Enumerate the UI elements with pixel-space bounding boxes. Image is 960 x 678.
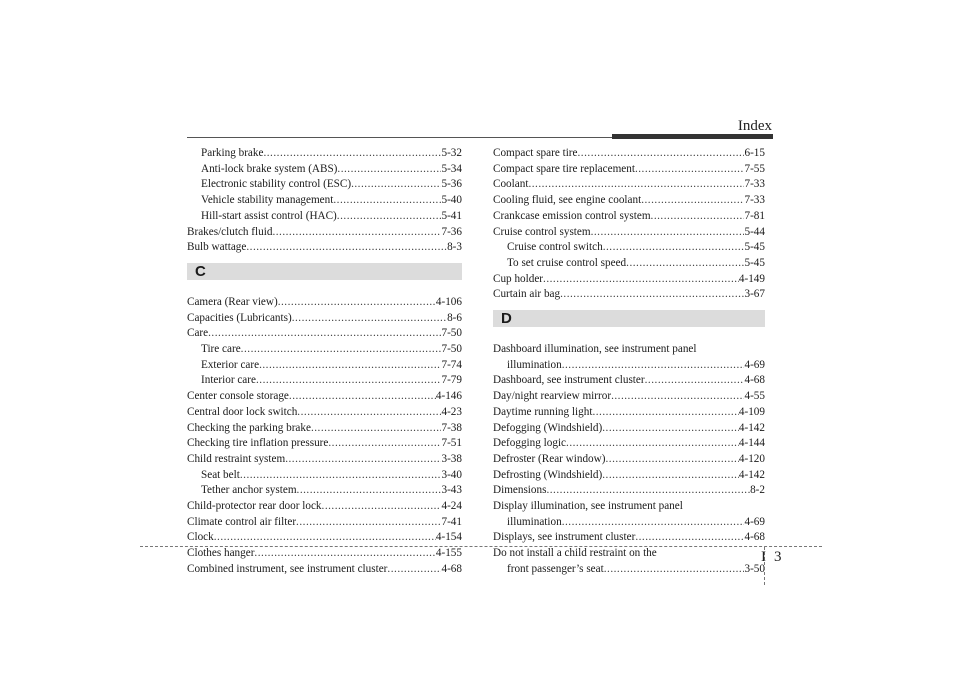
leader-dots (337, 209, 442, 225)
entry-page: 5-36 (441, 178, 462, 191)
leader-dots (602, 421, 739, 437)
entry-text: Brakes/clutch fluid (187, 225, 273, 238)
entry-page: 4-69 (744, 515, 765, 528)
entry-text: front passenger’s seat (507, 562, 604, 575)
leader-dots (256, 373, 442, 389)
entry-page: 4-109 (738, 405, 765, 418)
leader-dots (651, 209, 745, 225)
index-entry-continuation (493, 358, 765, 374)
index-entry (187, 311, 462, 327)
index-entry (493, 373, 765, 389)
c-entries (187, 295, 462, 578)
leader-dots (208, 326, 441, 342)
index-entry (493, 452, 765, 468)
entry-text: Compact spare tire (493, 147, 578, 159)
leader-dots (566, 436, 739, 452)
entry-text: Child restraint system (187, 452, 286, 465)
entry-text: Cruise control system (493, 225, 591, 238)
entry-text: Child-protector rear door lock (187, 500, 322, 513)
entry-text: Dashboard, see instrument cluster (493, 374, 645, 387)
entry-text: Vehicle stability management (201, 194, 334, 207)
leader-dots (603, 240, 745, 256)
entry-text: Defrosting (Windshield) (493, 468, 603, 481)
leader-dots (333, 193, 441, 209)
entry-page: 7-51 (441, 437, 462, 450)
index-entry (187, 530, 462, 546)
leader-dots (259, 358, 441, 374)
index-entry (493, 177, 765, 193)
index-entry (493, 421, 765, 437)
entry-page: 7-41 (441, 515, 462, 528)
entry-page: 3-38 (441, 452, 462, 465)
leader-dots (387, 562, 441, 578)
entry-page: 6-15 (744, 147, 765, 159)
entry-text: Anti-lock brake system (ABS) (201, 162, 338, 175)
leader-dots (278, 295, 436, 311)
d-entries (493, 373, 765, 499)
leader-dots (322, 499, 442, 515)
entry-text: Checking the parking brake (187, 421, 311, 434)
entry-page: 7-36 (441, 225, 462, 238)
section-label: I (761, 549, 766, 565)
index-entry (493, 256, 765, 272)
entry-page: 5-40 (441, 194, 462, 207)
entry-text: illumination (507, 515, 562, 528)
index-entry (187, 483, 462, 499)
entry-text: Defroster (Rear window) (493, 452, 606, 465)
page-number (761, 549, 782, 566)
leader-dots (605, 452, 738, 468)
entry-page: 8-3 (447, 241, 462, 254)
leader-dots (591, 225, 745, 241)
index-entry (187, 373, 462, 389)
leader-dots (337, 162, 441, 178)
left-top-entries (187, 146, 462, 256)
index-entry-child-restraint-note: Do not install a child restraint on the (493, 547, 657, 560)
entry-text: Dimensions (493, 484, 547, 497)
leader-dots (560, 287, 744, 303)
index-entry (187, 177, 462, 193)
entry-page: 5-45 (744, 256, 765, 269)
entry-text: Seat belt (201, 468, 240, 481)
leader-dots (351, 177, 441, 193)
entry-page: 8-6 (447, 311, 462, 324)
entry-page: 7-74 (441, 358, 462, 371)
entry-page: 4-68 (441, 562, 462, 575)
index-entry (187, 421, 462, 437)
leader-dots (240, 468, 442, 484)
index-entry (187, 193, 462, 209)
entry-text: To set cruise control speed (507, 256, 627, 269)
index-entry-display-illumination: Display illumination, see instrument panel (493, 500, 683, 513)
index-entry (187, 389, 462, 405)
index-entry (187, 146, 462, 162)
entry-page: 4-142 (738, 468, 765, 481)
entry-page: 4-55 (744, 390, 765, 403)
entry-page: 4-24 (441, 500, 462, 513)
entry-page: 5-45 (744, 241, 765, 254)
section-letter-c: C (195, 262, 206, 280)
index-entry (187, 562, 462, 578)
leader-dots (645, 373, 745, 389)
entry-page: 5-34 (441, 162, 462, 175)
leader-dots (296, 515, 441, 531)
leader-dots (241, 342, 442, 358)
entry-text: Crankcase emission control system (493, 209, 651, 222)
leader-dots (246, 240, 447, 256)
leader-dots (297, 483, 442, 499)
page-header-title: Index (737, 118, 772, 134)
entry-page: 7-55 (744, 162, 765, 175)
entry-text: Daytime running light (493, 405, 593, 418)
entry-text: Center console storage (187, 390, 289, 403)
index-entry-continuation (493, 515, 765, 531)
entry-page: 3-67 (744, 288, 765, 301)
entry-page: 4-154 (435, 531, 462, 544)
leader-dots (543, 272, 739, 288)
entry-text: Curtain air bag (493, 288, 561, 301)
entry-text: illumination (507, 358, 562, 371)
entry-text: Combined instrument, see instrument cluster (187, 562, 388, 575)
leader-dots (272, 225, 441, 241)
header-accent-bar (612, 134, 773, 139)
entry-page: 4-23 (441, 405, 462, 418)
leader-dots (214, 530, 436, 546)
leader-dots (592, 405, 738, 421)
index-entry (493, 272, 765, 288)
index-entry (187, 452, 462, 468)
index-entry (493, 209, 765, 225)
entry-text: Bulb wattage (187, 241, 247, 254)
leader-dots (289, 389, 436, 405)
index-entry (187, 295, 462, 311)
entry-text: Checking tire inflation pressure (187, 437, 329, 450)
entry-text: Cruise control switch (507, 241, 603, 254)
entry-page: 5-41 (441, 209, 462, 222)
entry-text: Defogging (Windshield) (493, 421, 603, 434)
entry-page: 3-50 (744, 562, 765, 575)
entry-text: Electronic stability control (ESC) (201, 178, 352, 191)
entry-page: 4-68 (744, 531, 765, 544)
entry-text: Tether anchor system (201, 484, 297, 497)
entry-page: 7-33 (744, 178, 765, 191)
index-entry (187, 209, 462, 225)
entry-text: Care (187, 327, 209, 340)
leader-dots (546, 483, 750, 499)
entry-text: Cup holder (493, 272, 544, 285)
leader-dots (578, 146, 745, 162)
entry-page: 5-32 (441, 147, 462, 159)
entry-page: 5-44 (744, 225, 765, 238)
leader-dots (285, 452, 441, 468)
entry-page: 3-40 (441, 468, 462, 481)
entry-page: 4-106 (435, 295, 462, 308)
leader-dots (635, 530, 744, 546)
entry-text: Clothes hanger (187, 547, 255, 560)
entry-text: Central door lock switch (187, 405, 298, 418)
leader-dots (562, 515, 745, 531)
entry-text: Clock (187, 531, 214, 544)
index-entry (493, 483, 765, 499)
leader-dots (602, 468, 739, 484)
entry-text: Tire care (201, 343, 241, 356)
entry-text: Hill-start assist control (HAC) (201, 209, 337, 222)
right-top-entries (493, 146, 765, 303)
section-header-c (187, 263, 462, 280)
entry-text: Cooling fluid, see engine coolant (493, 194, 642, 207)
entry-text: Coolant (493, 178, 529, 191)
leader-dots (604, 562, 745, 578)
index-entry (493, 405, 765, 421)
index-entry (493, 225, 765, 241)
footer-dashed-rule (140, 546, 822, 547)
entry-page: 7-33 (744, 194, 765, 207)
leader-dots (611, 389, 744, 405)
index-entry (493, 240, 765, 256)
index-entry (493, 287, 765, 303)
index-entry (187, 326, 462, 342)
leader-dots (311, 421, 442, 437)
entry-page: 7-50 (441, 327, 462, 340)
entry-text: Day/night rearview mirror (493, 390, 612, 403)
entry-text: Camera (Rear view) (187, 295, 278, 308)
leader-dots (562, 358, 745, 374)
entry-page: 4-144 (738, 437, 765, 450)
entry-text: Climate control air filter (187, 515, 297, 528)
index-entry (187, 225, 462, 241)
index-entry (187, 240, 462, 256)
entry-page: 4-155 (435, 547, 462, 560)
entry-text: Exterior care (201, 358, 260, 371)
entry-page: 8-2 (750, 484, 765, 497)
entry-text: Capacities (Lubricants) (187, 311, 292, 324)
leader-dots (297, 405, 441, 421)
entry-page: 4-146 (435, 390, 462, 403)
entry-page: 4-120 (738, 452, 765, 465)
index-entry (493, 146, 765, 162)
entry-page: 7-81 (744, 209, 765, 222)
entry-text: Displays, see instrument cluster (493, 531, 636, 544)
leader-dots (254, 546, 435, 562)
leader-dots (626, 256, 744, 272)
entry-page: 4-69 (744, 358, 765, 371)
index-entry (187, 162, 462, 178)
index-entry (187, 515, 462, 531)
index-entry (187, 499, 462, 515)
index-entry-displays (493, 530, 765, 546)
entry-page: 4-142 (738, 421, 765, 434)
entry-page: 7-79 (441, 374, 462, 387)
index-entry (187, 436, 462, 452)
entry-page: 7-38 (441, 421, 462, 434)
entry-text: Interior care (201, 374, 256, 387)
section-letter-d: D (501, 309, 512, 327)
index-entry (187, 405, 462, 421)
index-entry (187, 468, 462, 484)
index-entry (493, 389, 765, 405)
entry-page: 4-68 (744, 374, 765, 387)
leader-dots (292, 311, 447, 327)
entry-text: Parking brake (201, 147, 264, 159)
index-entry (187, 342, 462, 358)
index-entry (493, 468, 765, 484)
index-entry-dashboard-illumination: Dashboard illumination, see instrument panel (493, 343, 697, 356)
index-entry (493, 162, 765, 178)
index-entry (187, 546, 462, 562)
entry-page: 4-149 (738, 272, 765, 285)
entry-page: 3-43 (441, 484, 462, 497)
leader-dots (528, 177, 744, 193)
entry-page: 7-50 (441, 343, 462, 356)
index-entry-continuation (493, 562, 765, 578)
page-num: 3 (774, 549, 782, 565)
index-entry (187, 358, 462, 374)
entry-text: Defogging logic (493, 437, 567, 450)
leader-dots (635, 162, 745, 178)
leader-dots (263, 146, 441, 162)
leader-dots (641, 193, 744, 209)
leader-dots (328, 436, 441, 452)
index-entry (493, 193, 765, 209)
section-header-d (493, 310, 765, 327)
entry-text: Compact spare tire replacement (493, 162, 635, 175)
index-column-right (493, 146, 765, 578)
index-column-left (187, 146, 462, 578)
index-entry (493, 436, 765, 452)
